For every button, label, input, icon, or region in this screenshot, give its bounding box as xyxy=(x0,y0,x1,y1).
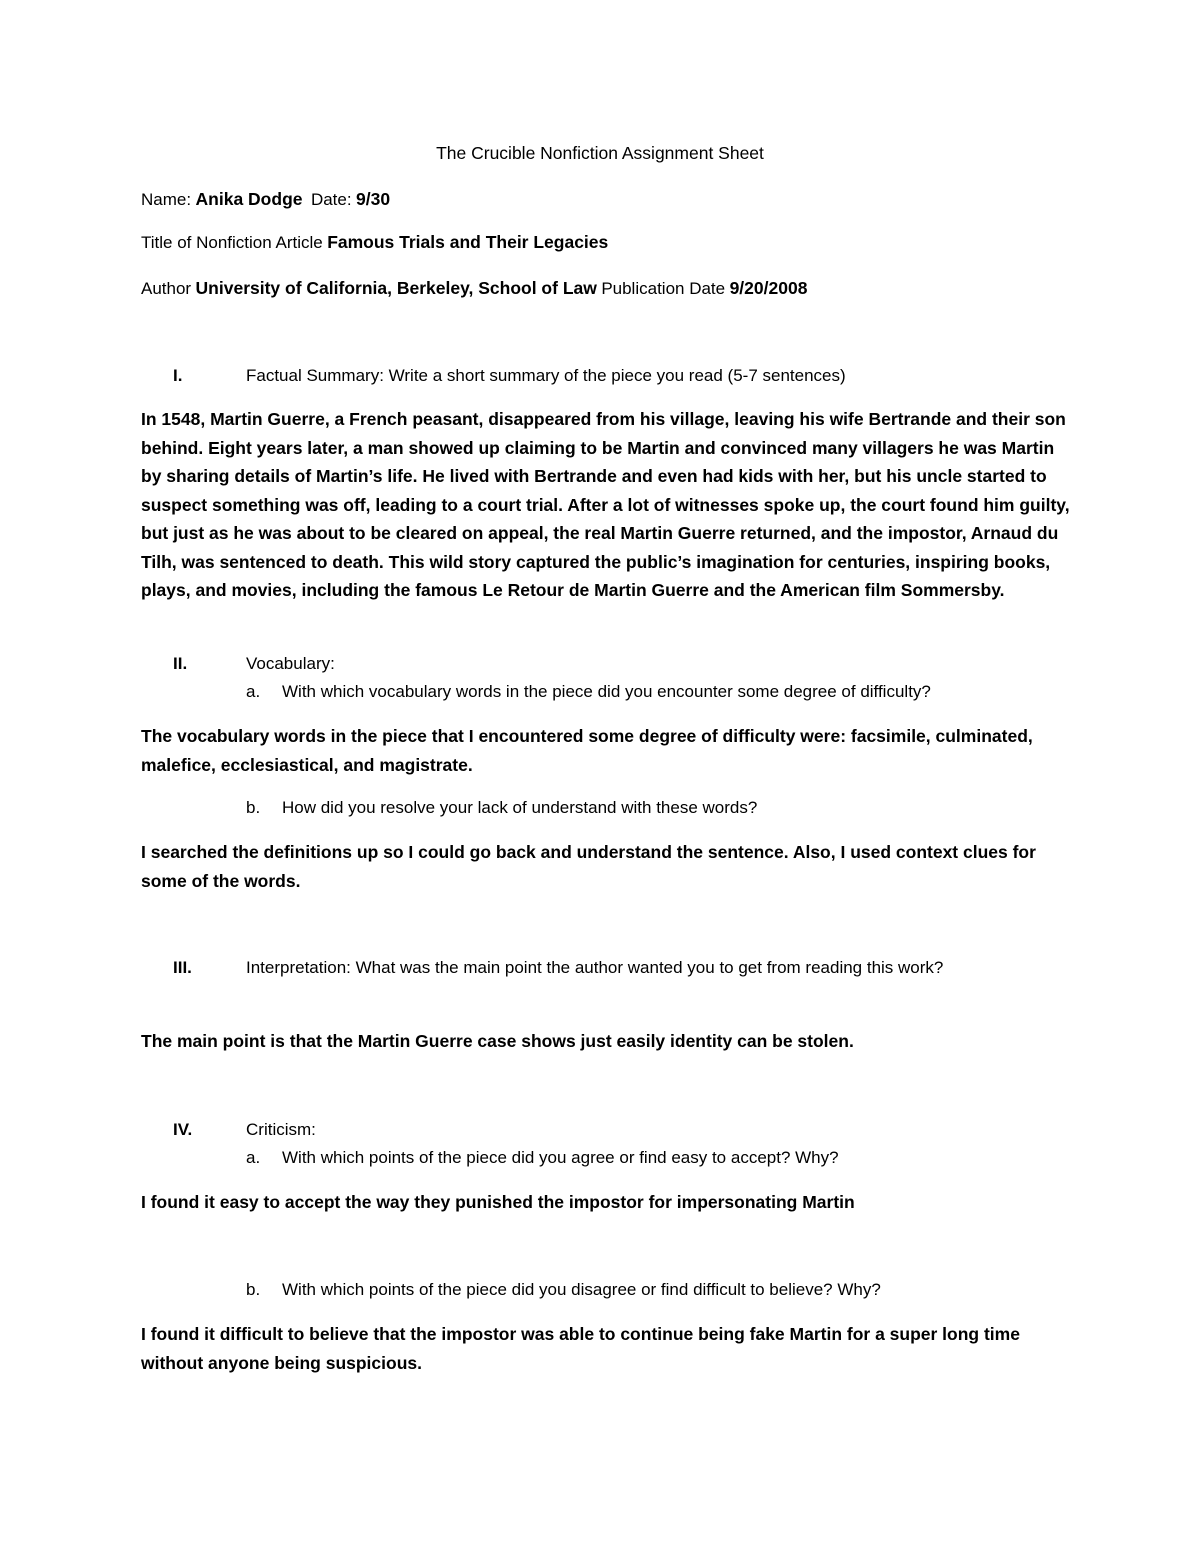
pubdate-value: 9/20/2008 xyxy=(729,278,808,298)
section-2-numeral: II. xyxy=(173,654,188,673)
name-label: Name: xyxy=(141,190,192,209)
section-4b-letter: b. xyxy=(246,1280,261,1299)
section-4b-answer: I found it difficult to believe that the impostor was able to continue being fake Martin for a super long time without anyone being suspicious. xyxy=(141,1324,1020,1373)
section-4-prompt: Criticism: xyxy=(246,1120,316,1139)
section-1-prompt: Factual Summary: Write a short summary of the piece you read (5-7 sentences) xyxy=(246,366,846,385)
section-3-numeral: III. xyxy=(173,958,192,977)
name-date-line xyxy=(141,189,390,210)
section-3-prompt: Interpretation: What was the main point the author wanted you to get from reading this work? xyxy=(246,958,944,977)
author-label: Author xyxy=(141,279,192,298)
section-2-prompt: Vocabulary: xyxy=(246,654,335,673)
section-3-answer: The main point is that the Martin Guerre case shows just easily identity can be stolen. xyxy=(141,1031,854,1051)
section-4b-prompt: With which points of the piece did you disagree or find difficult to believe? Why? xyxy=(282,1280,881,1299)
section-1-answer: In 1548, Martin Guerre, a French peasant, disappeared from his village, leaving his wife Bertrande and their son behind. Eight years later, a man showed up claiming to be Martin and convinced many villagers he was Martin by sharing details of Martin’s life. He lived with Bertrande and even had kids with her, but his uncle started to suspect something was off, leading to a court trial. After a lot of witnesses spoke up, the court found him guilty, but just as he was about to be cleared on appeal, the real Martin Guerre returned, and the impostor, Arnaud du Tilh, was sentenced to death. This wild story captured the public’s imagination for centuries, inspiring books, plays, and movies, including the famous Le Retour de Martin Guerre and the American film Sommersby. xyxy=(141,409,1070,600)
author-value: University of California, Berkeley, School of Law xyxy=(195,278,597,298)
section-2a-answer: The vocabulary words in the piece that I encountered some degree of difficulty were: facsimile, culminated, malefice, ecclesiastical, and magistrate. xyxy=(141,726,1033,775)
name-value: Anika Dodge xyxy=(195,189,303,209)
article-line xyxy=(141,232,608,253)
article-label: Title of Nonfiction Article xyxy=(141,233,323,252)
section-2a-letter: a. xyxy=(246,682,261,701)
author-line xyxy=(141,278,807,299)
section-2b-letter: b. xyxy=(246,798,261,817)
page-title: The Crucible Nonfiction Assignment Sheet xyxy=(436,143,764,163)
section-4-numeral: IV. xyxy=(173,1120,193,1139)
article-value: Famous Trials and Their Legacies xyxy=(327,232,609,252)
section-4a-prompt: With which points of the piece did you agree or find easy to accept? Why? xyxy=(282,1148,839,1167)
section-4a-letter: a. xyxy=(246,1148,261,1167)
date-label: Date: xyxy=(310,190,352,209)
section-2b-answer: I searched the definitions up so I could go back and understand the sentence. Also, I used context clues for some of the words. xyxy=(141,842,1036,891)
section-4a-answer: I found it easy to accept the way they punished the impostor for impersonating Martin xyxy=(141,1192,855,1212)
pubdate-label: Publication Date xyxy=(601,279,726,298)
section-1-numeral: I. xyxy=(173,366,183,385)
section-2b-prompt: How did you resolve your lack of understand with these words? xyxy=(282,798,758,817)
date-value: 9/30 xyxy=(356,189,391,209)
section-2a-prompt: With which vocabulary words in the piece did you encounter some degree of difficulty? xyxy=(282,682,931,701)
